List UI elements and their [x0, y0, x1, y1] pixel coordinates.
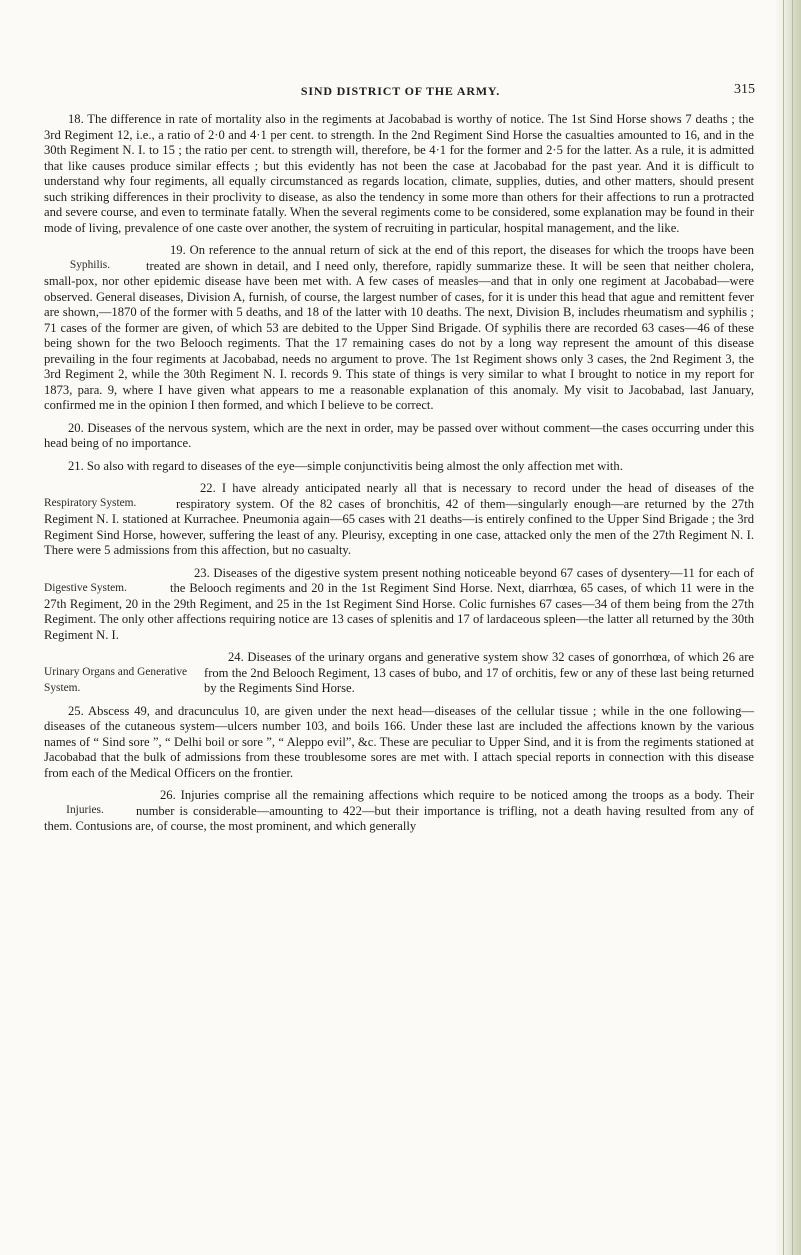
paragraph-text: Abscess 49, and dracunculus 10, are given under the next head—diseases of the cellular tissue ; while in the one following—diseases of the cutaneous system—ulcers number 103, and boils 166. Under these last are included the affections known by the various names of “ Sind sore ”, “ Delhi boil or sore ”, “ Aleppo evil”, &c. These are peculiar to Upper Sind, and it is from the regiments stationed at Jacobabad that the bulk of admissions from these troublesome sores are met with. I attach special reports in connection with this disease from each of the Medical Officers on the frontier. [44, 703, 754, 780]
paragraph-25 [44, 704, 754, 782]
side-heading: Digestive System. [44, 581, 127, 594]
edge-line [792, 0, 793, 1255]
paragraph-number: 20. [68, 420, 84, 435]
page-header [0, 84, 801, 100]
paragraph-text: Diseases of the digestive system present nothing noticeable beyond 67 cases of dysentery—11 for each of the Belooch regiments and 20 in the 1st Regiment Sind Horse. Next, diarrhœa, 65 cases, of which 11 were in the 27th Regiment, 20 in the 29th Regiment, and 25 in the 1st Regiment Sind Horse. Colic furnishes 67 cases—34 of them being from the 27th Regiment. The only other affections requiring notice are 13 cases of splenitis and 17 of lardaceous spleen—the latter all returned by the 30th Regiment N. I. [44, 565, 754, 642]
edge-line [783, 0, 784, 1255]
body-text [44, 112, 754, 842]
paragraph-21 [44, 459, 754, 475]
paragraph-24 [44, 650, 754, 697]
paragraph-text: So also with regard to diseases of the eye—simple conjunctivitis being almost the only affection met with. [86, 458, 623, 473]
paragraph-number: 19. [170, 243, 186, 257]
running-title: SIND DISTRICT OF THE ARMY. [300, 84, 501, 98]
paragraph-20 [44, 421, 754, 452]
paragraph-23 [44, 566, 754, 644]
paragraph-text: Diseases of the nervous system, which are the next in order, may be passed over without comment—the cases occurring under this head being of no importance. [44, 420, 755, 450]
side-heading: Injuries. [66, 804, 104, 816]
paragraph-19 [44, 243, 754, 414]
paragraph-18 [44, 112, 754, 236]
paragraph-text: Diseases of the urinary organs and generative system show 32 cases of gonorrhœa, of which 26 are from the 2nd Belooch Regiment, 13 cases of bubo, and 17 of orchitis, few or any of these last being returned by the Regiments Sind Horse. [204, 650, 754, 695]
paragraph-number: 26. [160, 788, 176, 802]
paragraph-text: I have already anticipated nearly all that is necessary to record under the head of diseases of the respiratory system. Of the 82 cases of bronchitis, 42 of them—singularly enough—are returned by the 27th Regiment N. I. stationed at Kurrachee. Pneumonia again—65 cases with 21 deaths—is entirely confined to the Upper Sind Brigade ; the 3rd Regiment Sind Horse, however, suffering the least of any. Pleurisy, excepting in one case, attacked only the men of the 27th Regiment N. I. There were 5 admissions from this affection, but no casualty. [44, 481, 754, 557]
paragraph-text: The difference in rate of mortality also in the regiments at Jacobabad is worthy of notice. The 1st Sind Horse shows 7 deaths ; the 3rd Regiment 12, i.e., a ratio of 2·0 and 4·1 per cent. to strength. In the 2nd Regiment Sind Horse the casualties amounted to 16, and in the 30th Regiment N. I. to 15 ; the ratio per cent. to strength will, therefore, be 4·1 for the former and 2·5 for the latter. As a rule, it is admitted that like causes produce similar effects ; but this evidently has not been the case at Jacobabad for the past year. And it is difficult to understand why four regiments, all equally circumstanced as regards location, climate, supplies, duties, and other matters, should present such striking differences in their proclivity to disease, as also the tendency in some more than others for their affections to run a protracted and severe course, and even to terminate fatally. When the several regiments come to be considered, some explanation may be found in their mode of living, prevalence of one caste over another, the system of recruiting in particular, hospital management, and the like. [44, 112, 754, 235]
side-heading: Urinary Organs and Generative System. [44, 666, 188, 694]
page-edge-shadow [775, 0, 801, 1255]
page-number: 315 [734, 82, 755, 97]
paragraph-22 [44, 481, 754, 559]
paragraph-number: 21. [68, 458, 84, 473]
paragraph-text: Injuries comprise all the remaining affections which require to be noticed among the troops as a body. Their number is considerable—amounting to 422—but their importance is trifling, not a death having resulted from any of them. Contusions are, of course, the most prominent, and which generally [44, 788, 754, 833]
side-heading: Syphilis. [69, 259, 111, 271]
paragraph-number: 25. [68, 703, 84, 718]
paragraph-number: 24. [228, 650, 244, 664]
paragraph-26 [44, 788, 754, 835]
paragraph-number: 23. [194, 565, 210, 580]
side-heading: Respiratory System. [44, 497, 137, 509]
paragraph-text: On reference to the annual return of sick at the end of this report, the diseases for which the troops have been treated are shown in detail, and I need only, therefore, rapidly summarize these. It will be seen that neither cholera, small-pox, nor other epidemic disease have been met with. A few cases of measles—and that in only one regiment at Jacobabad—were observed. General diseases, Division A, furnish, of course, the largest number of cases, for it is under this head that ague and remittent fever are shown,—1870 of the former with 5 deaths, and 18 of the latter with 10 deaths. The next, Division B, includes rheumatism and syphilis ; 71 cases of the former are given, of which 53 are debited to the Upper Sind Brigade. Of syphilis there are recorded 63 cases—46 of these being shown for the two Belooch regiments. That the 17 remaining cases do not by a long way represent the amount of this disease prevailing in the four regiments at Jacobabad, needs no argument to prove. The 1st Regiment shows only 3 cases, the 2nd Regiment 3, the 3rd Regiment 2, while the 30th Regiment N. I. records 9. This state of things is very similar to what I brought to notice in my report for 1873, para. 9, where I have given what appears to me a reasonable explanation of this anomaly. My visit to Jacobabad, last January, confirmed me in the opinion I then formed, and which I believe to be correct. [44, 243, 755, 412]
paragraph-number: 18. [68, 112, 84, 126]
paragraph-number: 22. [200, 481, 216, 495]
